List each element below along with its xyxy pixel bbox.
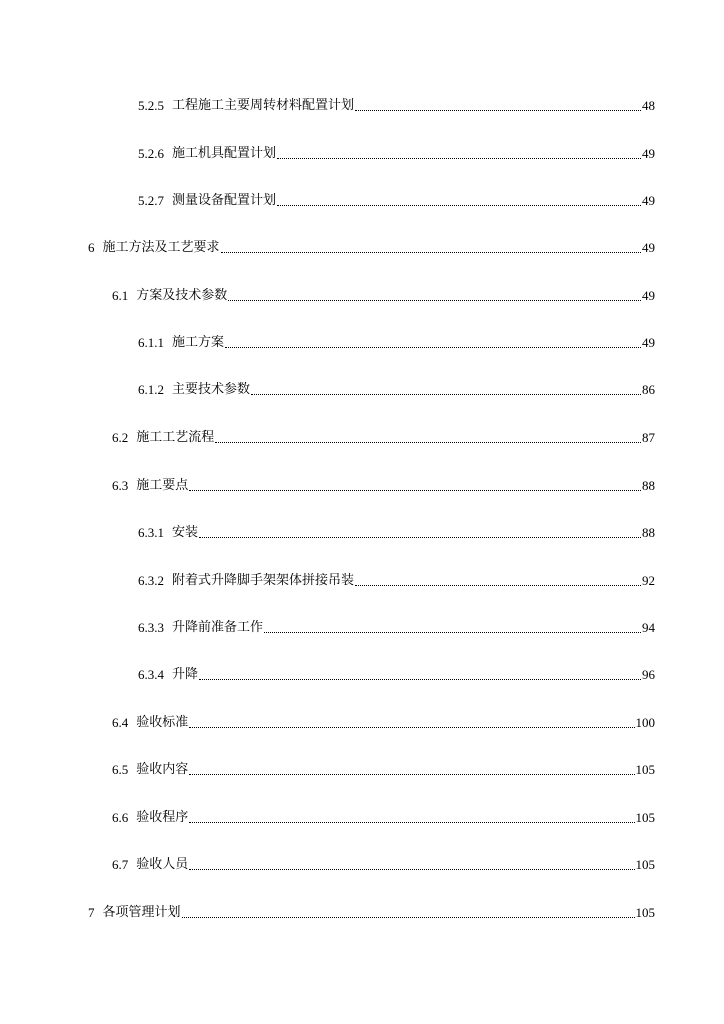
toc-title: 验收标准	[136, 715, 189, 730]
toc-entry-6-3-3[interactable]	[138, 616, 655, 636]
toc-title: 各项管理计划	[102, 905, 181, 920]
toc-number: 6.3.4	[138, 667, 164, 682]
toc-page-number: 49	[642, 335, 655, 350]
toc-number: 6.7	[112, 857, 129, 872]
toc-dot-leader	[189, 490, 641, 491]
toc-title: 施工工艺流程	[136, 430, 215, 445]
toc-number: 6.1.1	[138, 335, 164, 350]
toc-entry-6-4[interactable]	[112, 711, 655, 731]
toc-title: 验收内容	[136, 762, 189, 777]
toc-title: 附着式升降脚手架架体拼接吊装	[172, 573, 355, 588]
toc-number: 6.5	[112, 762, 129, 777]
toc-dot-leader	[199, 537, 641, 538]
toc-page-number: 86	[642, 382, 655, 397]
toc-entry-6[interactable]	[88, 236, 655, 256]
toc-title: 主要技术参数	[172, 382, 251, 397]
toc-number: 5.2.5	[138, 98, 164, 113]
toc-number: 6.6	[112, 810, 129, 825]
toc-title: 施工机具配置计划	[172, 146, 277, 161]
toc-number: 6.4	[112, 715, 129, 730]
toc-page-number: 49	[642, 240, 655, 255]
toc-page-number: 49	[642, 146, 655, 161]
toc-number: 6.3.3	[138, 620, 164, 635]
toc-title: 验收人员	[136, 857, 189, 872]
toc-entry-6-3[interactable]	[112, 474, 655, 494]
toc-page-number: 105	[635, 762, 655, 777]
toc-entry-5-2-5[interactable]	[138, 94, 655, 114]
toc-entry-6-3-2[interactable]	[138, 569, 655, 589]
toc-entry-6-5[interactable]	[112, 758, 655, 778]
toc-title: 升降前准备工作	[172, 620, 264, 635]
toc-dot-leader	[182, 917, 635, 918]
toc-dot-leader	[277, 205, 641, 206]
toc-dot-leader	[355, 110, 641, 111]
toc-entry-6-1-1[interactable]	[138, 331, 655, 351]
toc-number: 7	[88, 905, 95, 920]
toc-dot-leader	[264, 632, 641, 633]
toc-title: 安装	[172, 525, 199, 540]
toc-entry-6-1[interactable]	[112, 284, 655, 304]
toc-title: 验收程序	[136, 810, 189, 825]
toc-title: 施工要点	[136, 478, 189, 493]
toc-page-number: 94	[642, 620, 655, 635]
toc-entry-6-3-1[interactable]	[138, 521, 655, 541]
toc-dot-leader	[199, 679, 641, 680]
toc-entry-6-6[interactable]	[112, 806, 655, 826]
toc-entry-5-2-6[interactable]	[138, 142, 655, 162]
toc-page-number: 48	[642, 98, 655, 113]
toc-dot-leader	[215, 442, 641, 443]
toc-page-number: 96	[642, 667, 655, 682]
toc-page-number: 87	[642, 430, 655, 445]
toc-title: 施工方案	[172, 335, 225, 350]
toc-title: 施工方法及工艺要求	[102, 240, 220, 255]
toc-dot-leader	[221, 252, 641, 253]
toc-page-number: 88	[642, 525, 655, 540]
toc-dot-leader	[189, 774, 634, 775]
toc-number: 6.3	[112, 478, 129, 493]
toc-page-number: 92	[642, 573, 655, 588]
toc-entry-6-1-2[interactable]	[138, 378, 655, 398]
toc-dot-leader	[277, 158, 641, 159]
toc-page-number: 88	[642, 478, 655, 493]
toc-dot-leader	[228, 300, 641, 301]
toc-number: 6.2	[112, 430, 129, 445]
toc-number: 6.3.2	[138, 573, 164, 588]
toc-title: 方案及技术参数	[136, 288, 228, 303]
toc-page-number: 105	[635, 905, 655, 920]
toc-entry-7[interactable]	[88, 901, 655, 921]
toc-dot-leader	[355, 585, 641, 586]
toc-page-number: 105	[635, 810, 655, 825]
toc-number: 6.1	[112, 288, 129, 303]
toc-dot-leader	[189, 869, 634, 870]
toc-entry-6-7[interactable]	[112, 853, 655, 873]
toc-dot-leader	[189, 727, 634, 728]
toc-dot-leader	[225, 347, 641, 348]
toc-page-number: 100	[635, 715, 655, 730]
toc-entry-6-3-4[interactable]	[138, 663, 655, 683]
toc-number: 5.2.7	[138, 193, 164, 208]
toc-title: 升降	[172, 667, 199, 682]
toc-title: 测量设备配置计划	[172, 193, 277, 208]
toc-number: 6	[88, 240, 95, 255]
toc-number: 6.1.2	[138, 382, 164, 397]
toc-page-number: 49	[642, 288, 655, 303]
toc-entry-5-2-7[interactable]	[138, 189, 655, 209]
toc-number: 5.2.6	[138, 146, 164, 161]
toc-number: 6.3.1	[138, 525, 164, 540]
toc-entry-6-2[interactable]	[112, 426, 655, 446]
toc-dot-leader	[189, 822, 634, 823]
toc-page-number: 49	[642, 193, 655, 208]
toc-dot-leader	[251, 394, 641, 395]
toc-page-number: 105	[635, 857, 655, 872]
toc-title: 工程施工主要周转材料配置计划	[172, 98, 355, 113]
